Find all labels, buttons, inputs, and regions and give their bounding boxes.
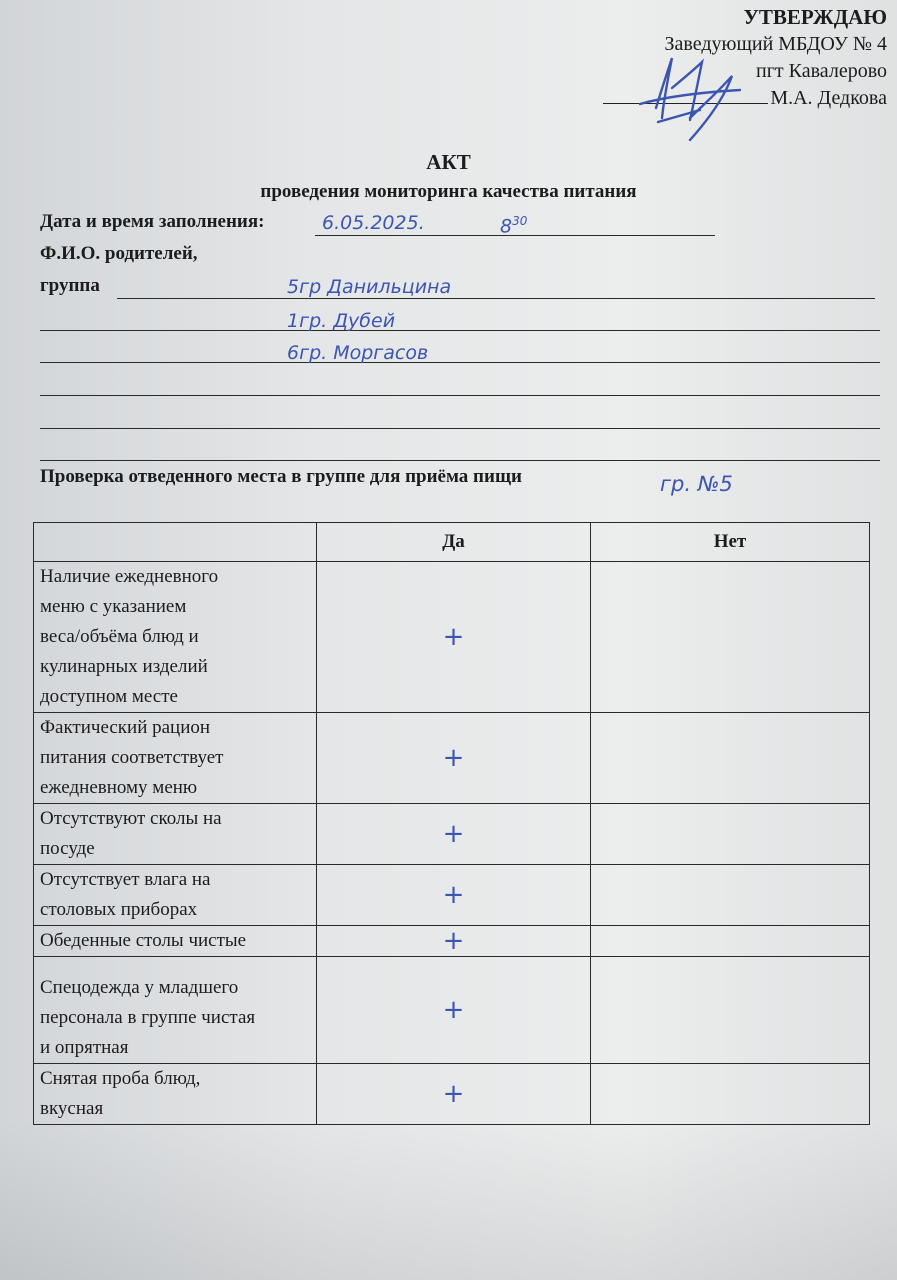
criterion-line: персонала в группе чистая (40, 1007, 256, 1028)
criterion-line: питания соответствует (40, 747, 224, 768)
no-mark (591, 804, 870, 865)
paper-shadow (0, 1120, 897, 1280)
parents-label: Ф.И.О. родителей, (40, 243, 198, 264)
criterion-cell (34, 957, 317, 1064)
header-no: Нет (591, 523, 870, 562)
table-row (34, 957, 870, 1064)
criterion-line: Спецодежда у младшего (40, 977, 239, 998)
no-mark (591, 957, 870, 1064)
criterion-line: ежедневному меню (40, 777, 198, 798)
table-row (34, 865, 870, 926)
yes-mark: + (317, 1064, 591, 1125)
yes-mark: + (317, 804, 591, 865)
table-row (34, 926, 870, 957)
parents-line (40, 362, 880, 363)
criterion-line: доступном месте (40, 686, 178, 707)
parents-line (40, 428, 880, 429)
criterion-line: Фактический рацион (40, 717, 211, 738)
approval-location: пгт Кавалерово (756, 60, 887, 82)
yes-mark: + (317, 926, 591, 957)
criterion-line: посуде (40, 838, 95, 859)
no-mark (591, 713, 870, 804)
table-header-row (34, 523, 870, 562)
criterion-cell (34, 713, 317, 804)
criterion-line: Снятая проба блюд, (40, 1068, 201, 1089)
document-title: АКТ (426, 150, 471, 174)
parent-entry: 6гр. Моргасов (287, 342, 429, 364)
time-minutes: 30 (512, 214, 528, 228)
criterion-line: Отсутствуют сколы на (40, 808, 222, 829)
time-value (500, 214, 527, 237)
parents-line (40, 395, 880, 396)
criterion-cell (34, 1064, 317, 1125)
parent-entry: 1гр. Дубей (287, 310, 396, 332)
criterion-line: вкусная (40, 1098, 104, 1119)
criterion-line: Отсутствует влага на (40, 869, 211, 890)
criterion-cell (34, 562, 317, 713)
no-mark (591, 562, 870, 713)
parents-line (40, 460, 880, 461)
criterion-line: веса/объёма блюд и (40, 626, 199, 647)
yes-mark: + (317, 865, 591, 926)
criterion-cell (34, 865, 317, 926)
signature-icon (628, 48, 748, 148)
table-row (34, 1064, 870, 1125)
no-mark (591, 1064, 870, 1125)
approval-heading: УТВЕРЖДАЮ (743, 5, 887, 29)
criterion-line: меню с указанием (40, 596, 187, 617)
header-blank (34, 523, 317, 562)
header-yes: Да (317, 523, 591, 562)
yes-mark: + (317, 957, 591, 1064)
criterion-line: столовых приборах (40, 899, 198, 920)
table-row (34, 713, 870, 804)
criterion-cell (34, 804, 317, 865)
group-note: гр. №5 (660, 472, 733, 496)
yes-mark: + (317, 562, 591, 713)
yes-mark: + (317, 713, 591, 804)
criterion-line: кулинарных изделий (40, 656, 208, 677)
approval-name: М.А. Дедкова (770, 87, 887, 109)
criterion-line: Обеденные столы чистые (40, 930, 247, 951)
parents-line (40, 330, 880, 331)
check-title: Проверка отведенного места в группе для приёма пищи (40, 466, 522, 487)
no-mark (591, 926, 870, 957)
approval-position: Заведующий МБДОУ № 4 (664, 33, 887, 55)
criterion-cell (34, 926, 317, 957)
datetime-label: Дата и время заполнения: (40, 211, 265, 232)
document-subtitle: проведения мониторинга качества питания (260, 181, 637, 202)
time-hour: 8 (500, 215, 513, 238)
group-label: группа (40, 275, 100, 296)
parent-entry: 5гр Данильцина (287, 276, 452, 298)
criterion-line: Наличие ежедневного (40, 566, 219, 587)
group-line (117, 298, 875, 299)
table-row (34, 562, 870, 713)
criterion-line: и опрятная (40, 1037, 129, 1058)
datetime-value: 6.05.2025. (322, 212, 425, 234)
checklist-table (33, 522, 870, 1125)
no-mark (591, 865, 870, 926)
table-row (34, 804, 870, 865)
